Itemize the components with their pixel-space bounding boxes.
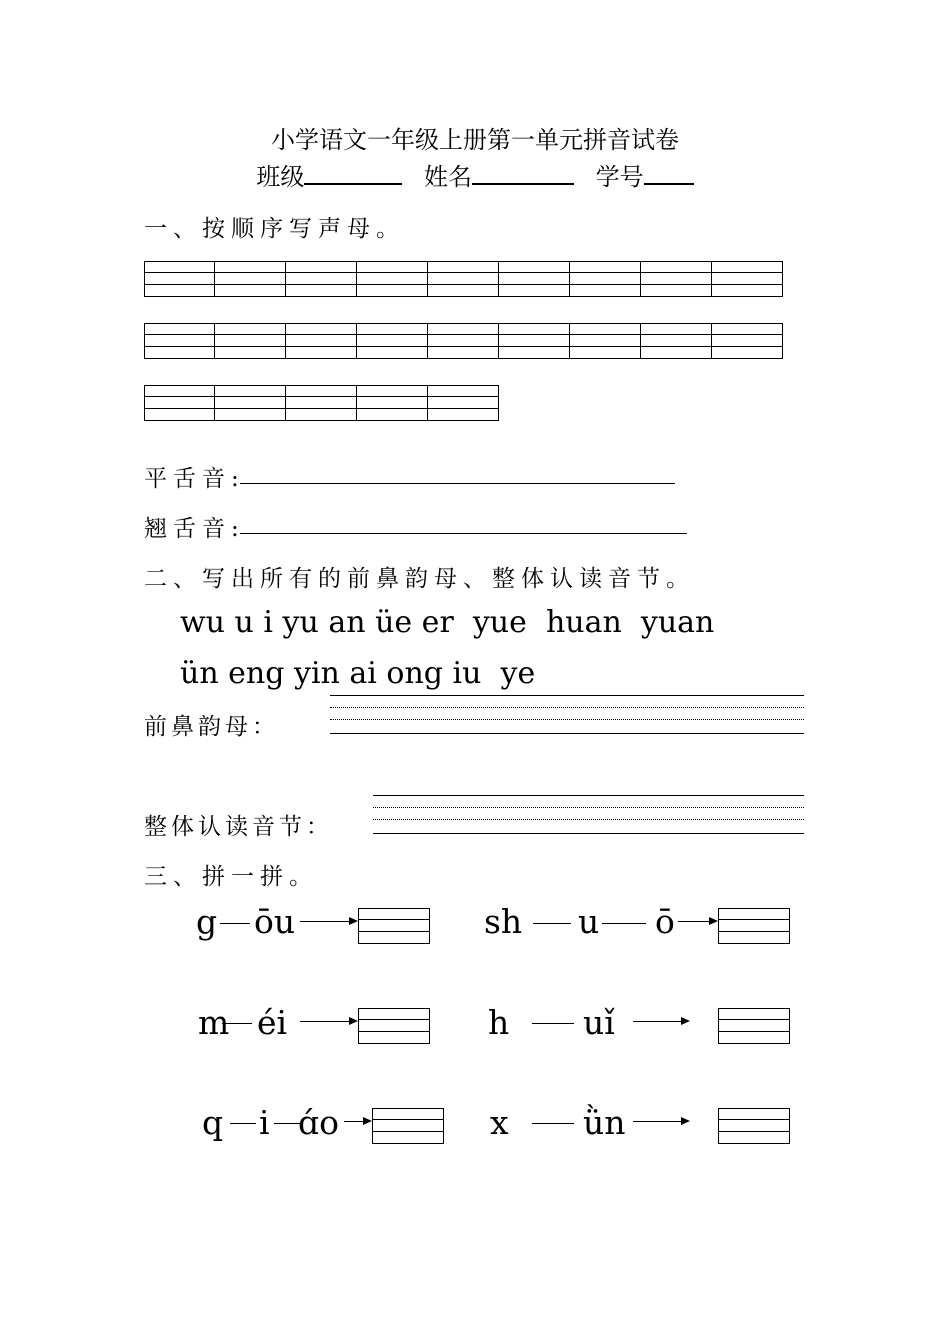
arrow-right-icon [678, 921, 716, 922]
retroflex-label: 翘舌音: [144, 516, 245, 542]
flat-tongue-answer-line[interactable] [240, 483, 675, 484]
writing-grid-row-1 [144, 261, 783, 297]
spell-initial: q [202, 1103, 224, 1142]
writing-cell[interactable] [144, 385, 215, 421]
answer-box[interactable] [718, 1108, 790, 1144]
answer-box[interactable] [718, 908, 790, 944]
writing-cell[interactable] [215, 323, 286, 359]
arrow-right-icon [300, 921, 356, 922]
connector-dash [274, 1123, 300, 1124]
answer-box[interactable] [718, 1008, 790, 1044]
whole-syllable-label: 整体认读音节： [144, 814, 333, 840]
connector-dash [222, 1023, 252, 1024]
writing-cell[interactable] [712, 323, 783, 359]
answer-box[interactable] [358, 908, 430, 944]
connector-dash [220, 923, 250, 924]
writing-cell[interactable] [428, 323, 499, 359]
connector-dash [533, 923, 571, 924]
class-field[interactable] [304, 163, 402, 185]
section3-heading: 三、拼一拼。 [144, 864, 318, 890]
spell-final: éi [257, 1003, 288, 1042]
flat-tongue-label: 平舌音: [144, 466, 245, 492]
writing-cell[interactable] [144, 261, 215, 297]
writing-cell[interactable] [428, 261, 499, 297]
writing-cell[interactable] [357, 261, 428, 297]
answer-box[interactable] [358, 1008, 430, 1044]
connector-dash [602, 923, 646, 924]
connector-dash [532, 1023, 574, 1024]
writing-cell[interactable] [428, 385, 499, 421]
writing-cell[interactable] [144, 323, 215, 359]
writing-grid-row-2 [144, 323, 783, 359]
page-title: 小学语文一年级上册第一单元拼音试卷 [271, 126, 679, 154]
writing-cell[interactable] [641, 261, 712, 297]
section1-heading: 一、按顺序写声母。 [144, 216, 405, 242]
spell-final: ɑ́o [298, 1103, 339, 1142]
writing-cell[interactable] [712, 261, 783, 297]
writing-cell[interactable] [357, 385, 428, 421]
writing-cell[interactable] [357, 323, 428, 359]
writing-cell[interactable] [215, 385, 286, 421]
writing-cell[interactable] [570, 261, 641, 297]
retroflex-answer-line[interactable] [240, 533, 687, 534]
arrow-right-icon [300, 1021, 356, 1022]
spell-medial: u [578, 902, 600, 941]
spell-final: ōu [254, 902, 296, 941]
whole-syllable-answer-lines[interactable] [373, 795, 804, 835]
spell-medial: i [259, 1103, 270, 1142]
class-label: 班级 [256, 163, 305, 191]
front-nasal-label: 前鼻韵母： [144, 714, 279, 740]
writing-cell[interactable] [286, 323, 357, 359]
spell-initial: m [198, 1003, 230, 1042]
spell-final: ō [655, 902, 675, 941]
front-nasal-answer-lines[interactable] [330, 695, 804, 735]
spell-final: uǐ [583, 1003, 615, 1042]
spell-initial: g [196, 902, 218, 941]
writing-cell[interactable] [286, 261, 357, 297]
id-label: 学号 [595, 163, 644, 191]
connector-dash [230, 1123, 256, 1124]
id-field[interactable] [644, 163, 694, 185]
writing-grid-row-3 [144, 385, 499, 421]
spell-initial: sh [484, 902, 523, 941]
section2-heading: 二、写出所有的前鼻韵母、整体认读音节。 [144, 566, 695, 592]
writing-cell[interactable] [286, 385, 357, 421]
connector-dash [532, 1123, 574, 1124]
arrow-right-icon [633, 1121, 688, 1122]
writing-cell[interactable] [570, 323, 641, 359]
writing-cell[interactable] [215, 261, 286, 297]
writing-cell[interactable] [499, 261, 570, 297]
answer-box[interactable] [372, 1108, 444, 1144]
name-field[interactable] [472, 163, 574, 185]
spell-final: ǜn [583, 1103, 626, 1142]
pinyin-line-1: wu u i yu an üe er yue huan yuan [180, 605, 715, 640]
name-label: 姓名 [424, 163, 472, 191]
writing-cell[interactable] [641, 323, 712, 359]
pinyin-line-2: ün eng yin ai ong iu ye [180, 656, 536, 691]
spell-initial: x [490, 1103, 509, 1142]
spell-initial: h [488, 1003, 510, 1042]
student-info [0, 157, 950, 192]
arrow-right-icon [344, 1121, 370, 1122]
arrow-right-icon [633, 1021, 688, 1022]
writing-cell[interactable] [499, 323, 570, 359]
